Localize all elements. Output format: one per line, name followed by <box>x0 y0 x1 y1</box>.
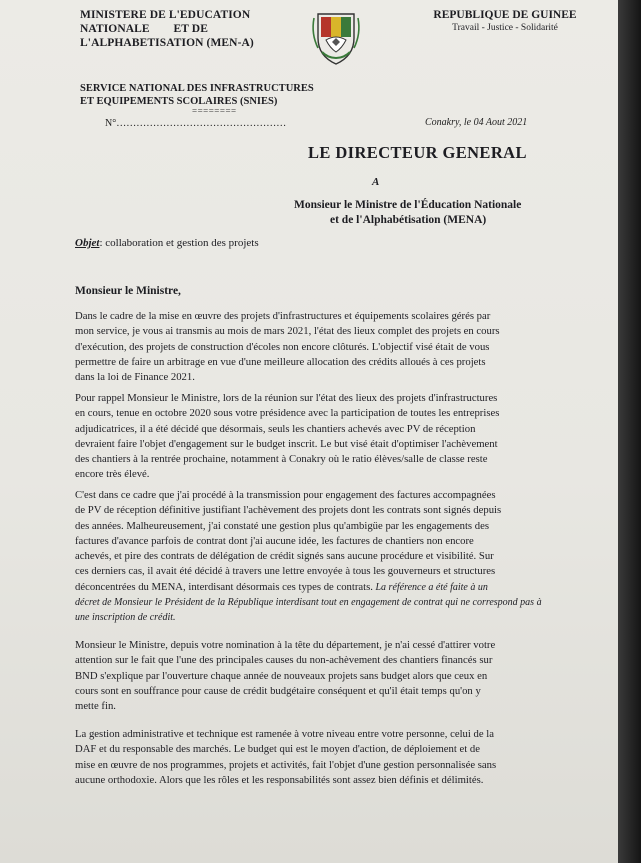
paragraph <box>75 638 552 714</box>
ministry-line: MINISTERE DE L'EDUCATION <box>80 9 251 21</box>
text-line: en cours, tenue en octobre 2020 sous votre présidence avec la participation de toutes les entreprises <box>75 407 500 420</box>
text-line: aucune orthodoxie. Alors que les rôles et les responsabilités sont assez bien définis et délimités. <box>75 773 484 786</box>
text-line: La gestion administrative et technique est ramenée à votre niveau entre votre personne, celui de la <box>75 728 495 740</box>
ministry-header <box>80 8 310 50</box>
text-line: ces derniers cas, il avait été décidé à travers une lettre envoyée à tous les gouverneurs et structures <box>75 565 496 578</box>
addressed-to: A <box>372 176 380 188</box>
text-line: mette fin. <box>75 700 116 713</box>
text-line: permettre de faire un arbitrage en vue d'une meilleure allocation des crédits alloués à ces projets <box>75 355 486 368</box>
text-line: DAF et du responsable des marchés. Le budget qui est le moyen d'action, de déploiement et de <box>75 743 480 756</box>
text-line: dans la loi de Finance 2021. <box>75 371 195 384</box>
text-line: de PV de réception définitive justifiant l'achèvement des projets dont les contrats sont signés depuis <box>75 504 502 517</box>
text-line: cours sont en souffrance pour cause de crédit budgétaire conséquent et qu'il était temps qu'on y <box>75 684 481 697</box>
text-line: adjudicatrices, il a été décidé que désormais, seuls les chantiers achevés avec PV de réception <box>75 422 476 435</box>
reference-number: N°…………………………………………… <box>105 118 287 129</box>
text-line: attention sur le fait que l'une des principales causes du non-achèvement des chantiers financés sur <box>75 654 493 667</box>
text-segment: déconcentrées du MENA, interdisant désormais ces types de contrats. <box>75 580 373 593</box>
text-line: devraient faire l'objet d'engagement sur le budget inscrit. Le but visé était d'optimiser l'achèvement <box>75 437 498 450</box>
republic-header <box>430 8 580 34</box>
text-line: Monsieur le Ministre, depuis votre nomination à la tête du département, je n'ai cessé d'attirer votre <box>75 639 496 651</box>
text-line: encore très élevé. <box>75 468 150 481</box>
subject-line <box>75 237 259 249</box>
italic-segment: La référence a été faite à un <box>372 581 488 593</box>
text-line: des chantiers à la rentrée prochaine, notamment à Conakry où le ratio élèves/salle de classe reste <box>75 453 488 466</box>
text-line: C'est dans ce cadre que j'ai procédé à la transmission pour engagement des factures accompagnées <box>75 489 496 501</box>
service-line: ET EQUIPEMENTS SCOLAIRES (SNIES) <box>80 96 278 107</box>
text-line: mon service, je vous ai transmis au mois de mars 2021, l'état des lieux complet des projets en cours <box>75 325 500 338</box>
text-line: des années. Malheureusement, j'ai constaté une gestion plus qu'ambigüe par les engagements des <box>75 519 490 532</box>
italic-line: décret de Monsieur le Président de la République interdisant tout en engagement de contrat qui ne correspond pas à <box>75 597 542 609</box>
guinea-coat-of-arms-icon <box>308 8 364 68</box>
ministry-line: L'ALPHABETISATION (MEN-A) <box>80 37 254 49</box>
text-line: achevés, et pire des contrats de délégation de crédit signés sans aucune procédure et visibilité. Sur <box>75 550 494 563</box>
separator: ======== <box>192 106 237 116</box>
subject-text: : collaboration et gestion des projets <box>99 237 259 249</box>
page-edge-shadow <box>618 0 641 863</box>
paragraph <box>75 488 552 626</box>
sender-title: LE DIRECTEUR GENERAL <box>308 143 527 162</box>
paragraph <box>75 391 552 483</box>
text-line: d'exécution, des projets de construction d'écoles non encore clôturés. L'objectif visé était de vous <box>75 340 490 353</box>
text-line <box>75 580 552 595</box>
text-line: BND s'explique par l'ouverture chaque année de nouveaux projets sans budget alors que ceux en <box>75 669 488 682</box>
republic-name: REPUBLIQUE DE GUINEE <box>433 9 577 21</box>
recipient-block <box>294 198 544 228</box>
service-line: SERVICE NATIONAL DES INFRASTRUCTURES <box>80 83 314 94</box>
text-line: mise en œuvre de nos programmes, projets et activités, fait l'objet d'une gestion personnalisée sans <box>75 758 497 771</box>
recipient-line: et de l'Alphabétisation (MENA) <box>330 214 487 226</box>
text-line: factures d'avance parfois de contrat dont j'ai aucune idée, les factures de chantiers non encore <box>75 534 474 547</box>
paragraph <box>75 727 552 788</box>
subject-label: Objet <box>75 237 100 249</box>
national-motto: Travail - Justice - Solidarité <box>452 23 558 33</box>
italic-line: une inscription de crédit. <box>75 612 176 624</box>
text-line: Pour rappel Monsieur le Ministre, lors de la réunion sur l'état des lieux des projets d'infrastructures <box>75 392 498 404</box>
place-date: Conakry, le 04 Aout 2021 <box>425 117 528 128</box>
text-line: Dans le cadre de la mise en œuvre des projets d'infrastructures et équipements scolaires gérés par <box>75 310 491 322</box>
recipient-line: Monsieur le Ministre de l'Éducation Nationale <box>294 199 522 211</box>
salutation: Monsieur le Ministre, <box>75 285 181 297</box>
service-header <box>80 82 380 108</box>
paragraph <box>75 309 552 385</box>
ministry-line: NATIONALE ET DE <box>80 23 208 35</box>
